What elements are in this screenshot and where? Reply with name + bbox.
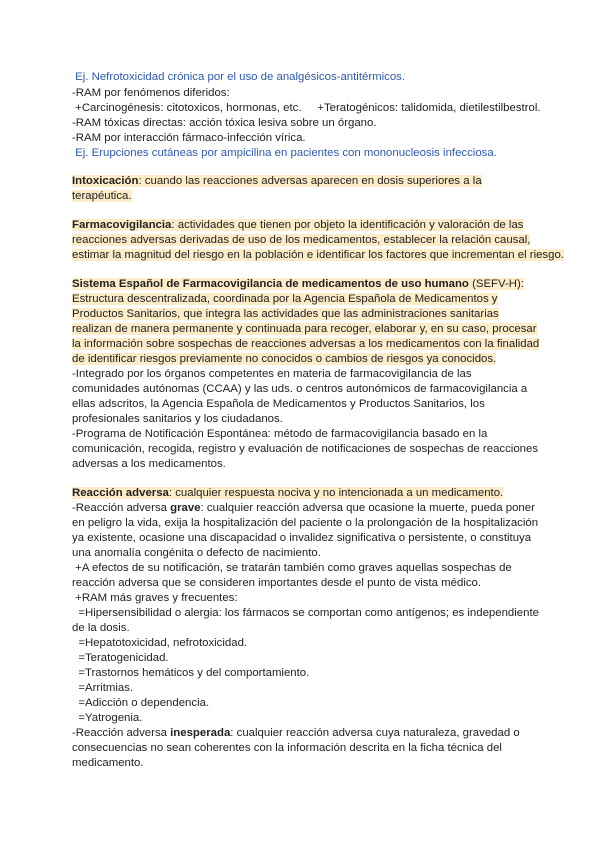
intoxicacion-line1: Intoxicación: cuando las reacciones adversas aparecen en dosis superiores a la [72,175,482,187]
grave-line3: ya existente, ocasione una discapacidad o invalidez significativa o persistente, o constituya [72,532,532,544]
hipersensibilidad-line1: =Hipersensibilidad o alergia: los fármacos se comportan como antígenos; es independiente [72,607,539,619]
teratogenicidad: =Teratogenicidad. [72,652,169,664]
sefv-line5: de identificar riesgos previamente no conocidos o cambios de riesgos ya conocidos. [72,353,497,365]
sefv-line4: la información sobre sospechas de reacciones adversas a los medicamentos con la finalidad [72,338,540,350]
reaccion-adversa-heading: Reacción adversa: cualquier respuesta nociva y no intencionada a un medicamento. [72,487,504,499]
ram-toxicas: -RAM tóxicas directas: acción tóxica lesiva sobre un órgano. [72,117,377,129]
reaccion-adversa-term: Reacción adversa [72,487,169,499]
adiccion: =Adicción o dependencia. [72,697,210,709]
farmacovigilancia-line3: estimar la magnitud del riesgo en la población e identificar los factores que incrementan el riesgo. [72,249,564,261]
ram-diferidos: -RAM por fenómenos diferidos: [72,87,230,99]
grave-line1: -Reacción adversa grave: cualquier reacción adversa que ocasione la muerte, pueda poner [72,502,535,514]
carcinogenesis-line: +Carcinogénesis: citotoxicos, hormonas, etc. +Teratogénicos: talidomida, dietilestilbestrol. [72,102,541,114]
example-erupciones: Ej. Erupciones cutáneas por ampicilina en pacientes con mononucleosis infecciosa. [72,147,497,159]
ram-interaccion: -RAM por interacción fármaco-infección vírica. [72,132,306,144]
hipersensibilidad-line2: de la dosis. [72,622,130,634]
intoxicacion-term: Intoxicación [72,175,139,187]
sefv-integrado-1: -Integrado por los órganos competentes en materia de farmacovigilancia de las [72,368,472,380]
grave-line2: en peligro la vida, exija la hospitalización del paciente o la prolongación de la hospitalización [72,517,539,529]
sefv-integrado-3: ellas adscritos, la Agencia Española de Medicamentos y Productos Sanitarios, los [72,398,485,410]
ram-graves: +RAM más graves y frecuentes: [72,592,238,604]
yatrogenia: =Yatrogenia. [72,712,143,724]
sefv-integrado-2: comunidades autónomas (CCAA) y las uds. o centros autonómicos de farmacovigilancia a [72,383,528,395]
sefv-heading: Sistema Español de Farmacovigilancia de medicamentos de uso humano (SEFV-H): [72,278,524,290]
trastornos: =Trastornos hemáticos y del comportamiento. [72,667,310,679]
grave-line4: una anomalía congénita o defecto de nacimiento. [72,547,321,559]
inesperada-line1: -Reacción adversa inesperada: cualquier reacción adversa cuya naturaleza, gravedad o [72,727,520,739]
programa-line2: comunicación, recogida, registro y evaluación de notificaciones de sospechas de reacciones [72,443,539,455]
sefv-line1: Estructura descentralizada, coordinada por la Agencia Española de Medicamentos y [72,293,498,305]
inesperada-line3: medicamento. [72,757,144,769]
example-nefrotoxicidad: Ej. Nefrotoxicidad crónica por el uso de analgésicos-antitérmicos. [72,71,406,83]
sefv-term: Sistema Español de Farmacovigilancia de medicamentos de uso humano [72,278,469,290]
inesperada-line2: consecuencias no sean coherentes con la información descrita en la ficha técnica del [72,742,502,754]
farmacovigilancia-line1: Farmacovigilancia: actividades que tienen por objeto la identificación y valoración de las [72,219,524,231]
farmacovigilancia-term: Farmacovigilancia [72,219,172,231]
sefv-line3: realizan de manera permanente y continuada para recoger, elaborar y, en su caso, procesar [72,323,537,335]
sefv-line2: Productos Sanitarios, que integra las actividades que las administraciones sanitarias [72,308,499,320]
grave-word: grave [170,502,201,514]
programa-line3: adversas a los medicamentos. [72,458,226,470]
efectos-line2: reacción adversa que se consideren importantes desde el punto de vista médico. [72,577,482,589]
hepatotoxicidad: =Hepatotoxicidad, nefrotoxicidad. [72,637,248,649]
sefv-integrado-4: profesionales sanitarios y los ciudadanos. [72,413,283,425]
intoxicacion-line2: terapéutica. [72,190,132,202]
arritmias: =Arritmias. [72,682,134,694]
inesperada-word: inesperada [170,727,231,739]
programa-line1: -Programa de Notificación Espontánea: método de farmacovigilancia basado en la [72,428,488,440]
farmacovigilancia-line2: reacciones adversas derivadas de uso de los medicamentos, establecer la relación causal, [72,234,531,246]
efectos-line1: +A efectos de su notificación, se tratarán también como graves aquellas sospechas de [72,562,512,574]
